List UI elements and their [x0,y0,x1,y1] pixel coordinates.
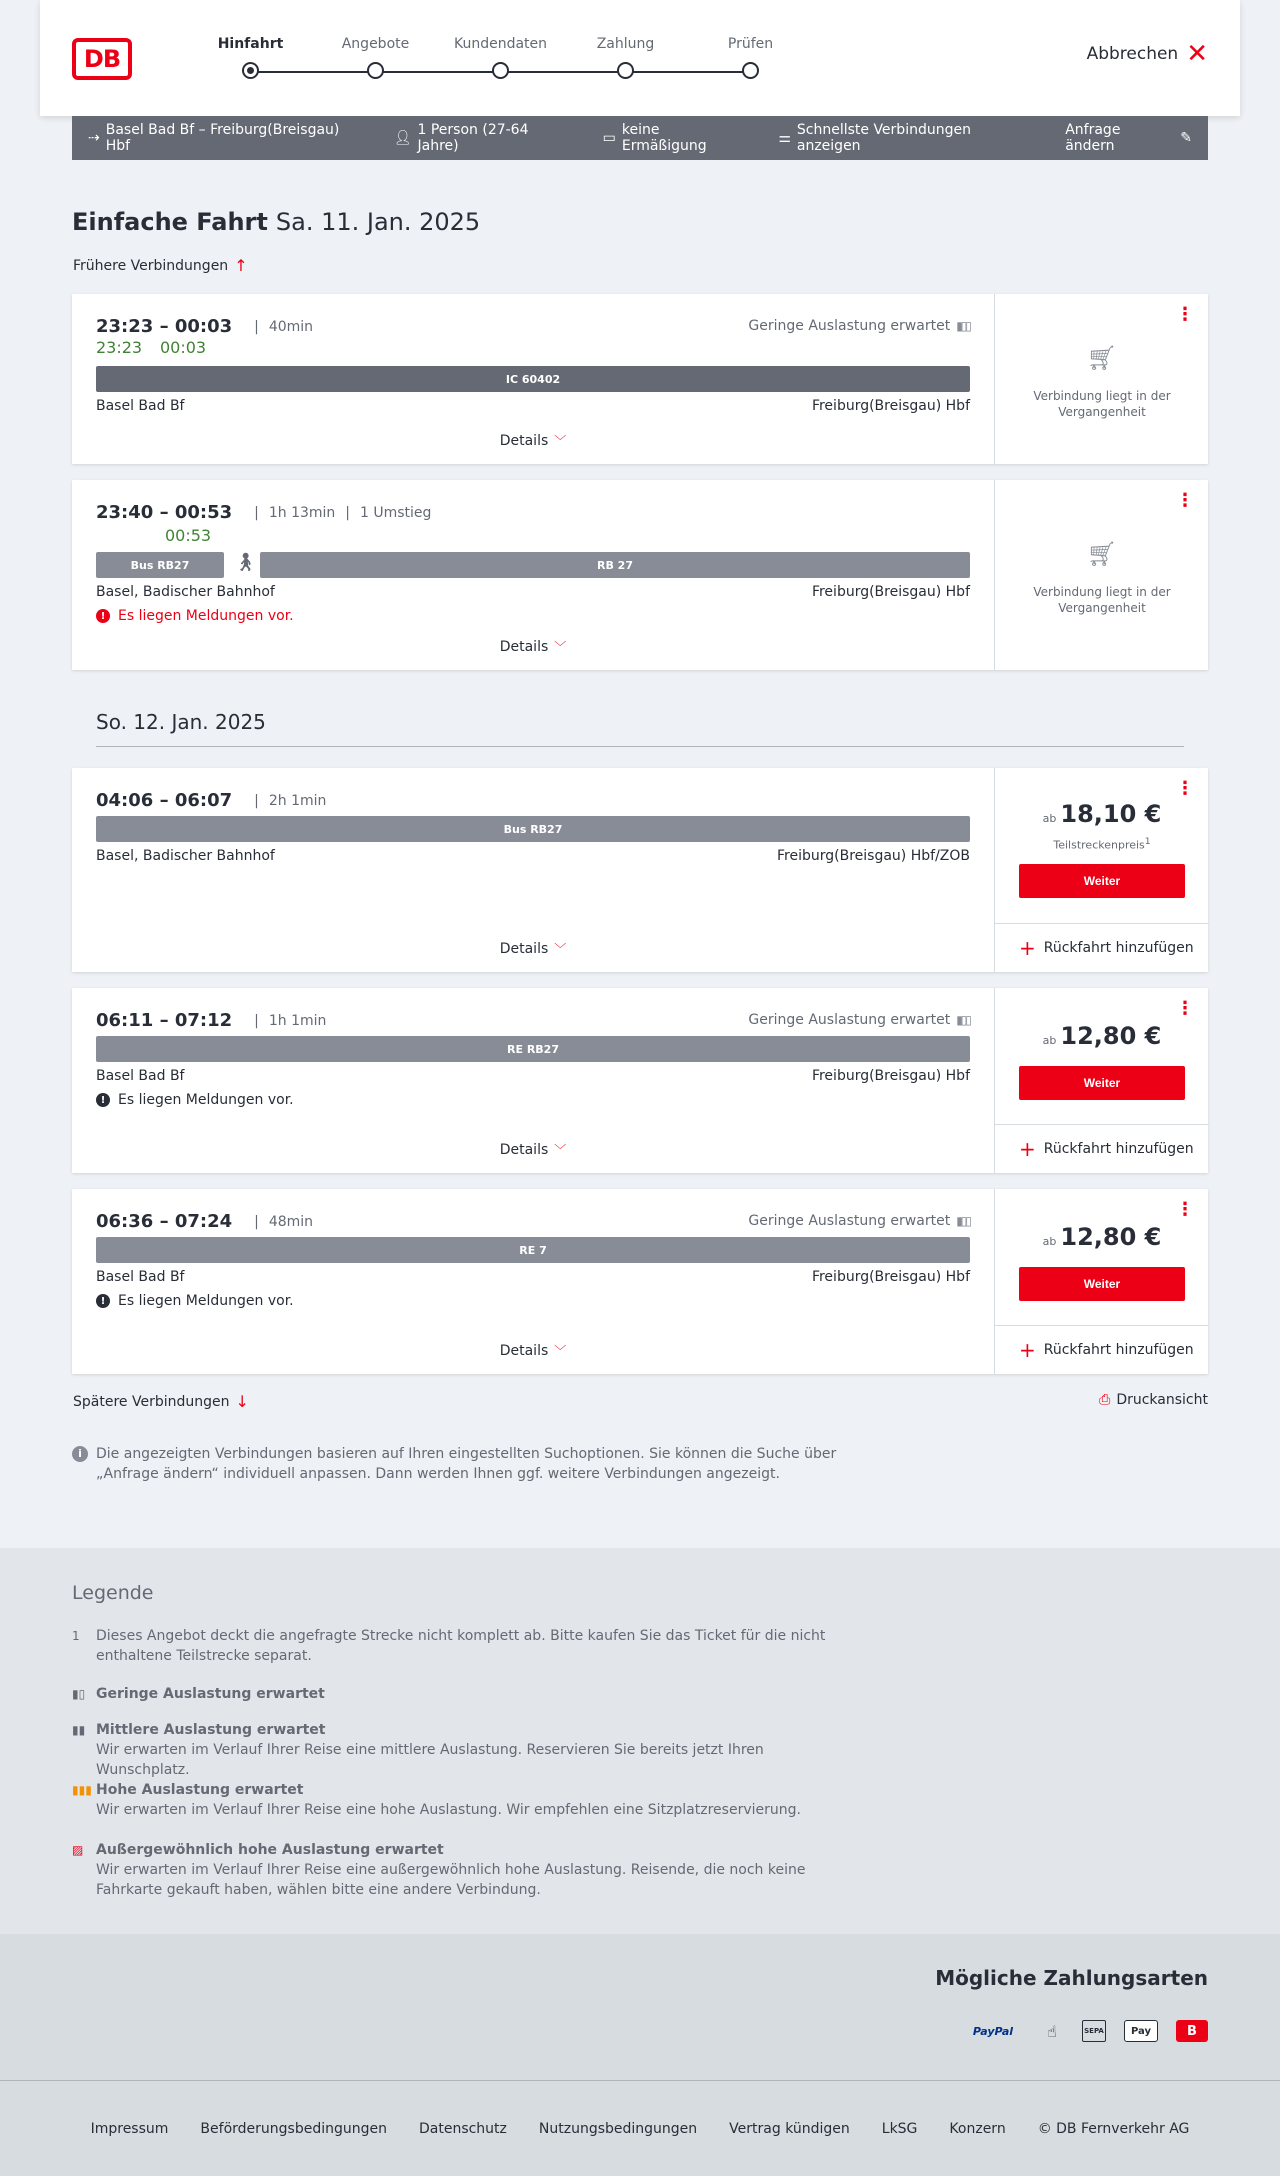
logo-text: DB [83,45,121,73]
leg-label: RE RB27 [507,1042,559,1056]
footnote-text: Dieses Angebot deckt die angefragte Strecke nicht komplett ab. Bitte kaufen Sie das Ticket für die nicht enthaltene Teilstrecke separat. [96,1628,826,1664]
occupancy-text: Geringe Auslastung erwartet [748,1012,951,1028]
footer-link-konzern[interactable]: Konzern [949,2120,1006,2137]
legend-title: Legende [72,1582,154,1604]
legend-medium-text: Wir erwarten im Verlauf Ihrer Reise eine mittlere Auslastung. Reservieren Sie bereits jetzt Ihren Wunschplatz. [96,1742,764,1778]
earlier-connections-link[interactable] [73,256,248,275]
duration: 1h 1min [268,1012,327,1029]
payment-title: Mögliche Zahlungsarten [935,1966,1208,1990]
departure-station: Basel, Badischer Bahnhof [96,584,275,600]
more-options-icon[interactable]: ⋮ [1176,998,1194,1019]
later-label: Spätere Verbindungen [73,1393,230,1410]
legend-extreme [72,1840,832,1900]
time-range: 04:06 – 06:07 [96,790,233,811]
arrow-up-icon: ↑ [234,256,248,275]
footer-copyright: © DB Fernverkehr AG [1037,2120,1190,2137]
price-prefix: ab [1042,1235,1057,1248]
connection-main [72,768,994,972]
occupancy-info [748,1213,970,1229]
arrival-station: Freiburg(Breisgau) Hbf [811,1269,970,1285]
trip-date: Sa. 11. Jan. 2025 [275,208,481,236]
footer-link-impressum[interactable]: Impressum [90,2120,169,2137]
message-notice[interactable] [96,608,294,624]
plus-icon: + [1019,936,1036,960]
alert-icon: ! [96,1294,110,1308]
occupancy-low-icon: ▮▯▯ [956,1214,970,1228]
details-toggle[interactable] [72,1141,994,1158]
past-connection-text: Verbindung liegt in der Vergangenheit [1033,389,1171,419]
more-options-icon[interactable]: ⋮ [1176,778,1194,799]
continue-button[interactable]: Weiter [1019,864,1185,898]
discount-text: keine Ermäßigung [621,122,707,154]
details-toggle[interactable] [72,940,994,957]
arrow-right-icon: ⇢ [88,130,100,146]
cart-unavailable-icon: 🛒︎ [1086,540,1118,568]
plus-icon: + [1019,1137,1036,1161]
leg-label: RB 27 [597,558,633,572]
passenger-summary [394,122,569,154]
past-connection-text: Verbindung liegt in der Vergangenheit [1033,585,1171,615]
message-text: Es liegen Meldungen vor. [118,1092,294,1108]
payment-methods-section [0,1934,1280,2080]
message-text: Es liegen Meldungen vor. [118,1293,294,1309]
legend-high-label: Hohe Auslastung erwartet [96,1782,304,1798]
passenger-text: 1 Person (27-64 Jahre) [417,122,529,154]
connection-main [72,988,994,1173]
leg-label: RE 7 [519,1243,547,1257]
time-range: 23:23 – 00:03 [96,316,233,337]
occupancy-info [748,1012,970,1028]
details-label: Details [499,941,549,957]
step-dot [492,62,509,79]
bus-leg-bar[interactable] [96,816,970,842]
step-dot [367,62,384,79]
time-range: 23:40 – 00:53 [96,502,233,523]
realtime-arrival: 00:03 [160,338,207,357]
return-label: Rückfahrt hinzufügen [1043,940,1194,956]
connection-main [72,294,994,464]
price [995,1223,1209,1251]
fastest-text: Schnellste Verbindungen anzeigen [796,122,971,154]
add-return-button[interactable] [995,923,1209,972]
price-value: 12,80 € [1060,1223,1162,1251]
step-kundendaten [438,34,563,54]
printer-icon: ⎙ [1099,1392,1111,1408]
pencil-icon: ✎ [1180,130,1192,146]
details-toggle[interactable] [72,1342,994,1359]
legend-section [0,1548,1280,1934]
details-label: Details [499,433,549,449]
connection-card [72,480,1208,670]
partial-price-label: Teilstreckenpreis [1053,838,1145,852]
more-options-icon[interactable]: ⋮ [1176,1199,1194,1220]
occupancy-extreme-icon: ▨ [72,1843,84,1857]
train-leg-bar[interactable] [96,1237,970,1263]
train-leg-bar[interactable] [96,1036,970,1062]
earlier-label: Frühere Verbindungen [73,257,229,274]
occupancy-low-icon: ▮▯ [72,1687,86,1701]
step-label: Hinfahrt [217,36,284,52]
footer-link-nutzungsbedingungen[interactable]: Nutzungsbedingungen [538,2120,698,2137]
leg-label: Bus RB27 [503,822,563,836]
person-icon: 👤︎ [393,130,412,146]
route-text: Basel Bad Bf – Freiburg(Breisgau) Hbf [105,122,340,154]
add-return-button[interactable] [995,1124,1209,1173]
chevron-down-icon: ﹀ [554,1344,567,1358]
arrival-station: Freiburg(Breisgau) Hbf [811,1068,970,1084]
step-label: Zahlung [596,36,655,52]
date-divider: So. 12. Jan. 2025 [96,710,1184,747]
time-range: 06:36 – 07:24 [96,1211,233,1232]
legend-low [72,1684,832,1704]
page-title [72,208,480,236]
legend-high-text: Wir erwarten im Verlauf Ihrer Reise eine hohe Auslastung. Wir empfehlen eine Sitzplatzreservierung. [96,1802,801,1818]
modify-text: Anfrage ändern [1065,122,1121,154]
legend-extreme-text: Wir erwarten im Verlauf Ihrer Reise eine außergewöhnlich hohe Auslastung. Reisende, die noch keine Fahrkarte gekauft haben, wählen bitte eine andere Verbindung. [96,1862,806,1898]
chevron-down-icon: ﹀ [554,640,567,654]
step-dot [742,62,759,79]
footer-link-datenschutz[interactable]: Datenschutz [418,2120,507,2137]
contactless-icon: ☝ [1047,2021,1057,2041]
train-leg-bar[interactable] [96,366,970,392]
message-notice[interactable] [96,1293,294,1309]
occupancy-medium-icon: ▮▮ [72,1723,86,1737]
search-info-note [72,1444,852,1484]
price-value: 18,10 € [1060,800,1162,828]
realtime-departure: 23:23 [96,338,143,357]
occupancy-low-icon: ▮▯▯ [956,1013,970,1027]
occupancy-text: Geringe Auslastung erwartet [748,1213,951,1229]
footnote-number: 1 [72,1629,80,1643]
footer [0,2080,1280,2176]
connection-card [72,988,1208,1173]
occupancy-text: Geringe Auslastung erwartet [748,318,951,334]
offer-panel [994,988,1208,1173]
modify-request-button[interactable] [1065,122,1192,154]
connection-times: 04:06 – 06:07 | 2h 1min [96,790,327,811]
legend-footnote [72,1626,832,1666]
footer-link-befoerderungsbedingungen[interactable]: Beförderungsbedingungen [200,2120,387,2137]
price-prefix: ab [1042,1034,1057,1047]
train-leg-bar[interactable] [260,552,970,578]
header [40,0,1240,116]
duration: 2h 1min [268,792,327,809]
paypal-icon: PayPal [972,2024,1014,2038]
price [995,800,1209,828]
discount-summary [603,122,745,154]
print-view-link[interactable] [1099,1392,1208,1408]
add-return-button[interactable] [995,1325,1209,1374]
connection-card [72,768,1208,972]
plus-icon: + [1019,1338,1036,1362]
step-label: Kundendaten [453,36,548,52]
changes: 1 Umstieg [360,504,432,521]
close-icon: ✕ [1186,39,1208,69]
print-label: Druckansicht [1116,1392,1208,1408]
db-logo[interactable] [72,38,132,80]
step-hinfahrt[interactable] [188,34,313,54]
more-options-icon[interactable]: ⋮ [1176,304,1194,325]
offer-panel [994,1189,1208,1374]
arrival-station: Freiburg(Breisgau) Hbf/ZOB [777,848,970,864]
duration: 40min [268,318,314,335]
price [995,1022,1209,1050]
connection-times: 06:36 – 07:24 | 48min [96,1211,314,1232]
step-label: Angebote [341,36,410,52]
duration: 1h 13min [268,504,336,521]
apple-pay-label: Pay [1130,2025,1152,2037]
departure-station: Basel Bad Bf [96,1068,185,1084]
step-label: Prüfen [727,36,774,52]
message-notice[interactable] [96,1092,294,1108]
footer-link-lksg[interactable]: LkSG [881,2120,918,2137]
price-value: 12,80 € [1060,1022,1162,1050]
legend-extreme-label: Außergewöhnlich hohe Auslastung erwartet [96,1842,444,1858]
alert-icon: ! [96,609,110,623]
cancel-label: Abbrechen [1086,44,1179,64]
step-dot [617,62,634,79]
leg-label: Bus RB27 [130,558,190,572]
connection-times: 23:40 – 00:53 | 1h 13min | 1 Umstieg [96,502,432,523]
step-dot [242,62,259,79]
offer-panel [994,480,1208,670]
bus-leg-bar[interactable] [96,552,224,578]
details-toggle[interactable] [72,638,994,655]
realtime-arrival: 00:53 [165,526,212,545]
progress-steps [210,34,790,84]
arrow-down-icon: ↓ [235,1392,249,1411]
connection-times: 06:11 – 07:12 | 1h 1min [96,1010,327,1031]
details-toggle[interactable] [72,432,994,449]
leg-label: IC 60402 [505,372,561,386]
step-zahlung [563,34,688,54]
cart-unavailable-icon: 🛒︎ [1086,344,1118,372]
duration: 48min [268,1213,314,1230]
departure-station: Basel, Badischer Bahnhof [96,848,275,864]
details-label: Details [499,1142,549,1158]
connection-main [72,1189,994,1374]
alert-icon: ! [96,1093,110,1107]
footnote-marker: 1 [1144,836,1151,847]
occupancy-info [748,318,970,334]
trip-type: Einfache Fahrt [72,208,268,236]
card-icon: ▭ [602,130,616,146]
info-text: Die angezeigten Verbindungen basieren auf Ihren eingestellten Suchoptionen. Sie können die Suche über „Anfrage ändern“ individuell anpassen. Dann werden Ihnen ggf. weitere Verbindungen angezeigt. [96,1446,837,1482]
details-label: Details [499,1343,549,1359]
walk-icon: 🚶︎ [234,552,257,573]
time-range: 06:11 – 07:12 [96,1010,233,1031]
departure-station: Basel Bad Bf [96,1269,185,1285]
connection-times: 23:23 – 00:03 | 40min [96,316,314,337]
message-text: Es liegen Meldungen vor. [118,608,294,624]
chevron-down-icon: ﹀ [554,434,567,448]
price-prefix: ab [1042,812,1057,825]
legend-medium [72,1720,832,1780]
offer-panel [994,768,1208,972]
continue-button[interactable]: Weiter [1019,1066,1185,1100]
details-label: Details [499,639,549,655]
partial-price-note [995,836,1209,852]
payment-icons [964,2020,1208,2042]
route-summary [88,122,360,154]
fastest-toggle[interactable] [778,122,1031,154]
db-pay-icon: B [1176,2020,1208,2042]
info-icon: i [72,1446,88,1462]
return-label: Rückfahrt hinzufügen [1043,1141,1194,1157]
sepa-icon: SEPA [1082,2020,1106,2042]
legend-high [72,1780,832,1820]
apple-pay-icon [1124,2020,1158,2042]
arrival-station: Freiburg(Breisgau) Hbf [811,398,970,414]
departure-station: Basel Bad Bf [96,398,185,414]
step-angebote [313,34,438,54]
legend-medium-label: Mittlere Auslastung erwartet [96,1722,326,1738]
connection-card [72,1189,1208,1374]
cancel-button[interactable] [1086,39,1208,69]
search-summary-bar [72,116,1208,160]
connection-main [72,480,994,670]
footer-link-vertrag-kuendigen[interactable]: Vertrag kündigen [729,2120,850,2137]
legend-low-label: Geringe Auslastung erwartet [96,1686,325,1702]
arrival-station: Freiburg(Breisgau) Hbf [811,584,970,600]
chevron-down-icon: ﹀ [554,1143,567,1157]
occupancy-low-icon: ▮▯▯ [956,319,970,333]
offer-panel [994,294,1208,464]
continue-button[interactable]: Weiter [1019,1267,1185,1301]
later-connections-link[interactable] [73,1392,249,1411]
return-label: Rückfahrt hinzufügen [1043,1342,1194,1358]
chevron-down-icon: ﹀ [554,942,567,956]
sliders-icon: ⚌ [778,130,791,146]
connection-card [72,294,1208,464]
occupancy-high-icon: ▮▮▮ [72,1783,92,1797]
step-pruefen [688,34,813,54]
more-options-icon[interactable]: ⋮ [1176,490,1194,511]
